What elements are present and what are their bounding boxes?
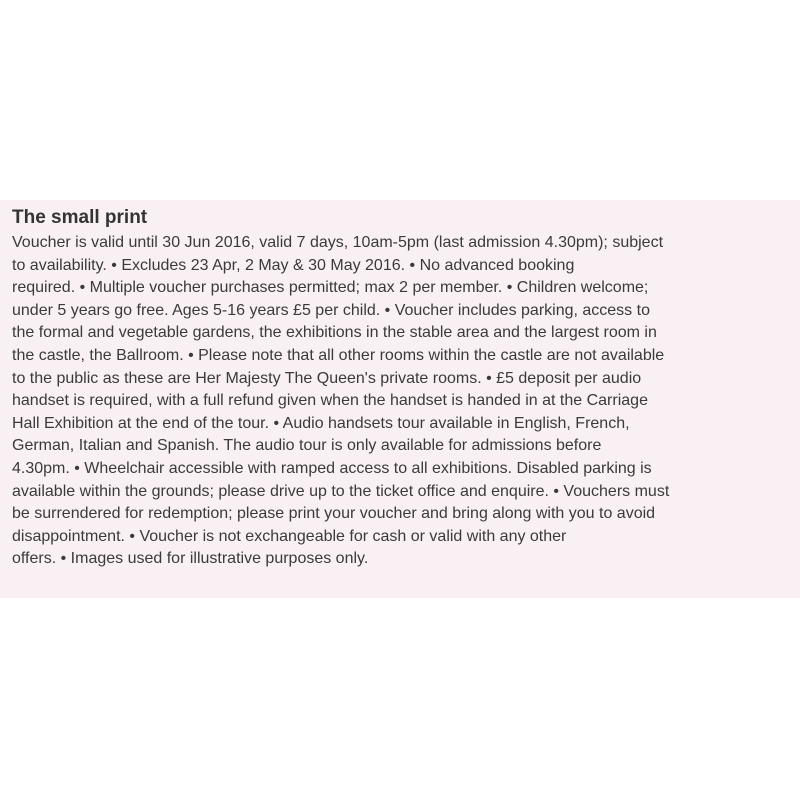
small-print-line: offers. • Images used for illustrative purposes only. [12, 550, 369, 568]
small-print-line: to availability. • Excludes 23 Apr, 2 May & 30 May 2016. • No advanced booking [12, 256, 575, 274]
small-print-line: disappointment. • Voucher is not exchangeable for cash or valid with any other [12, 527, 567, 545]
small-print-line: available within the grounds; please drive up to the ticket office and enquire. • Vouchers must [12, 482, 670, 500]
small-print-line: German, Italian and Spanish. The audio tour is only available for admissions before [12, 437, 602, 455]
small-print-title: The small print [12, 207, 148, 228]
small-print-line: under 5 years go free. Ages 5-16 years £5 per child. • Voucher includes parking, access to [12, 301, 650, 319]
small-print-line: 4.30pm. • Wheelchair accessible with ramped access to all exhibitions. Disabled parking is [12, 459, 652, 477]
small-print-line: the castle, the Ballroom. • Please note that all other rooms within the castle are not available [12, 346, 665, 364]
small-print-panel [0, 200, 800, 598]
small-print-line: be surrendered for redemption; please print your voucher and bring along with you to avoid [12, 505, 656, 523]
small-print-line: the formal and vegetable gardens, the exhibitions in the stable area and the largest room in [12, 324, 657, 342]
small-print-body [12, 232, 788, 571]
small-print-line: handset is required, with a full refund given when the handset is handed in at the Carriage [12, 392, 648, 410]
small-print-line: Voucher is valid until 30 Jun 2016, valid 7 days, 10am-5pm (last admission 4.30pm); subject [12, 234, 664, 251]
small-print-line: Hall Exhibition at the end of the tour. • Audio handsets tour available in English, French, [12, 414, 630, 432]
small-print-line: required. • Multiple voucher purchases permitted; max 2 per member. • Children welcome; [12, 279, 649, 297]
small-print-line: to the public as these are Her Majesty The Queen's private rooms. • £5 deposit per audio [12, 369, 642, 387]
